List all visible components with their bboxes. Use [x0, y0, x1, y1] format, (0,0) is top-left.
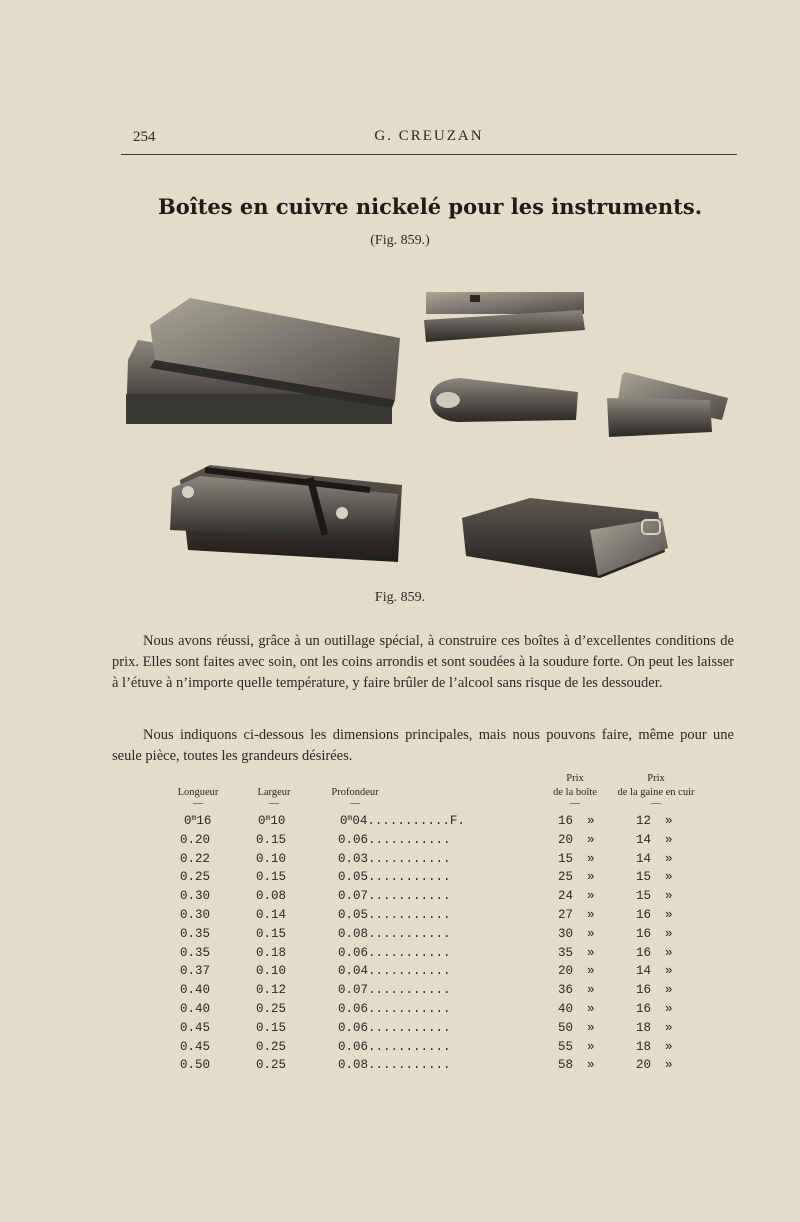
paragraph-2: Nous indiquons ci-dessous les dimensions principales, mais nous pouvons faire, même pour une seule pièce, toutes les grandeurs désirées.	[112, 727, 734, 764]
cell-largeur: 0.10	[256, 851, 287, 866]
cell-prix-gaine: 14 »	[636, 964, 673, 979]
cell-longueur: 0.22	[180, 851, 211, 866]
col-header-largeur: Largeur —	[257, 787, 291, 809]
cell-prix-gaine: 12 »	[636, 814, 673, 828]
cell-prix-gaine: 14 »	[636, 832, 673, 847]
cell-prix-gaine: 18 »	[636, 1039, 673, 1054]
cell-prix-boite: 16 »	[558, 814, 595, 828]
cell-prix-gaine: 14 »	[636, 851, 673, 866]
cell-longueur: 0.20	[180, 832, 211, 847]
cell-prix-boite: 24 »	[558, 889, 595, 904]
cell-prix-boite: 20 »	[558, 832, 595, 847]
flat-box-small	[424, 292, 585, 342]
figure-caption: Fig. 859.	[374, 590, 426, 605]
cell-profondeur: 0.07...........	[338, 983, 451, 998]
cell-profondeur: 0.04...........	[338, 964, 451, 979]
cell-largeur: 0.10	[256, 964, 287, 979]
figure-859-photo	[110, 280, 750, 590]
open-box-large	[126, 298, 400, 424]
col-header-profondeur: Profondeur —	[331, 787, 379, 809]
cell-longueur: 0.40	[180, 1002, 211, 1016]
cell-prix-boite: 55 »	[558, 1039, 595, 1054]
cell-largeur: 0.15	[256, 926, 287, 941]
cell-prix-gaine: 20 »	[636, 1058, 673, 1073]
paragraph-1: Nous avons réussi, grâce à un outillage spécial, à construire ces boîtes à d’excellentes conditions de prix. Elles sont faites avec soin, ont les coins arrondis et sont soudées à la soudure forte. On peut les laisser à l’étuve à n’importe quelle température, y faire brûler de l’alcool sans risque de les dessouder.	[112, 633, 734, 691]
cell-largeur: 0.18	[256, 945, 287, 960]
col-header-prix-boite: Prix de la boîte —	[553, 773, 597, 809]
cell-prix-boite: 27 »	[558, 908, 595, 922]
open-box-small	[607, 372, 728, 437]
cell-profondeur: 0.06...........	[338, 1020, 451, 1035]
cell-prix-boite: 30 »	[558, 926, 595, 941]
cell-prix-boite: 50 »	[558, 1020, 595, 1035]
figure-reference: (Fig. 859.)	[370, 233, 430, 248]
cell-profondeur: 0.08...........	[338, 1058, 451, 1073]
cell-profondeur: 0$^m$04...........F.	[340, 814, 465, 828]
cell-prix-gaine: 15 »	[636, 870, 673, 885]
cell-largeur: 0.15	[256, 1020, 287, 1035]
cell-largeur: 0.15	[256, 832, 287, 847]
cell-largeur: 0.25	[256, 1039, 287, 1054]
cell-longueur: 0.50	[180, 1058, 211, 1073]
cell-longueur: 0.37	[180, 964, 211, 979]
cell-prix-gaine: 18 »	[636, 1020, 673, 1035]
cell-profondeur: 0.05...........	[338, 870, 451, 885]
page-number: 254	[133, 129, 156, 145]
cell-prix-gaine: 16 »	[636, 908, 673, 922]
cell-longueur: 0$^m$16	[184, 814, 212, 828]
section-title: Boîtes en cuivre nickelé pour les instruments.	[157, 194, 703, 219]
cell-profondeur: 0.06...........	[338, 1002, 451, 1016]
cell-prix-boite: 58 »	[558, 1058, 595, 1073]
cell-prix-gaine: 16 »	[636, 1002, 673, 1016]
cell-profondeur: 0.03...........	[338, 851, 451, 866]
tube-case	[430, 378, 578, 422]
cell-longueur: 0.35	[180, 945, 211, 960]
cell-profondeur: 0.07...........	[338, 889, 451, 904]
cell-largeur: 0.08	[256, 889, 287, 904]
cell-prix-boite: 25 »	[558, 870, 595, 885]
cell-profondeur: 0.06...........	[338, 1039, 451, 1054]
cell-prix-boite: 36 »	[558, 983, 595, 998]
cell-longueur: 0.35	[180, 926, 211, 941]
cell-largeur: 0.15	[256, 870, 287, 885]
cell-prix-gaine: 16 »	[636, 926, 673, 941]
cell-longueur: 0.30	[180, 889, 211, 904]
cell-prix-boite: 20 »	[558, 964, 595, 979]
cell-longueur: 0.40	[180, 983, 211, 998]
cell-largeur: 0.25	[256, 1002, 287, 1016]
cell-longueur: 0.45	[180, 1039, 211, 1054]
cell-profondeur: 0.06...........	[338, 945, 451, 960]
cell-profondeur: 0.08...........	[338, 926, 451, 941]
page-header	[121, 126, 737, 155]
cell-longueur: 0.30	[180, 908, 211, 922]
cell-prix-gaine: 16 »	[636, 945, 673, 960]
cell-largeur: 0$^m$10	[258, 814, 286, 828]
cell-largeur: 0.12	[256, 983, 287, 998]
cell-prix-boite: 35 »	[558, 945, 595, 960]
cell-longueur: 0.45	[180, 1020, 211, 1035]
cell-largeur: 0.25	[256, 1058, 287, 1073]
cell-profondeur: 0.05...........	[338, 908, 451, 922]
col-header-prix-gaine: Prix de la gaine en cuir —	[617, 773, 695, 809]
cell-prix-boite: 15 »	[558, 851, 595, 866]
cell-prix-gaine: 15 »	[636, 889, 673, 904]
running-head: G. CREUZAN	[374, 128, 484, 144]
cell-longueur: 0.25	[180, 870, 211, 885]
cell-prix-boite: 40 »	[558, 1002, 595, 1016]
cell-prix-gaine: 16 »	[636, 983, 673, 998]
strapped-box	[170, 465, 402, 562]
col-header-longueur: Longueur —	[177, 787, 219, 809]
cell-profondeur: 0.06...........	[338, 832, 451, 847]
leather-pouch	[462, 498, 668, 578]
cell-largeur: 0.14	[256, 908, 287, 922]
